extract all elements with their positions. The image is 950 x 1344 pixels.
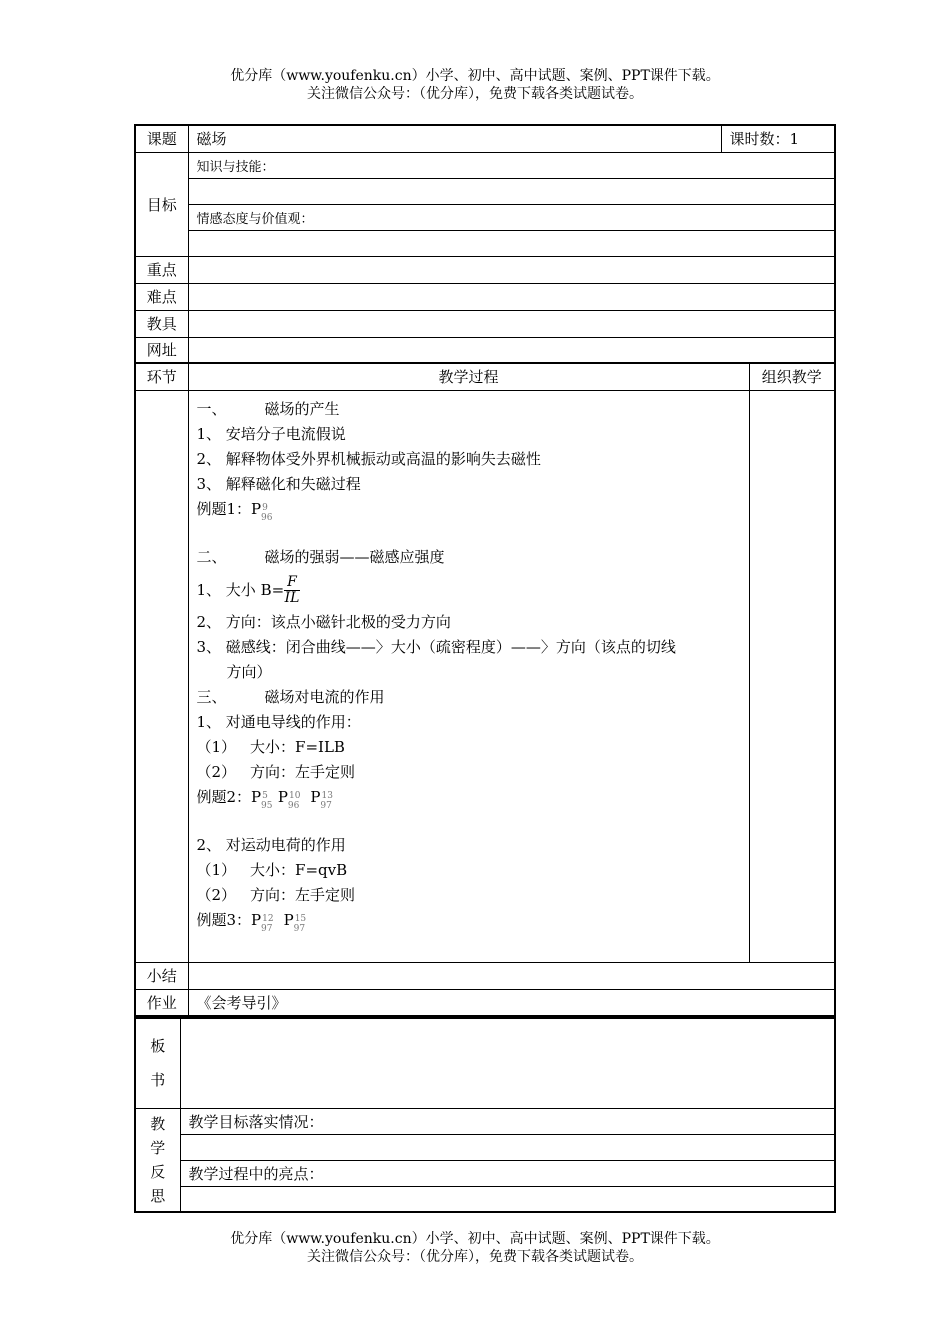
page-ref-number: 15 xyxy=(294,913,307,924)
goal-attitude-blank xyxy=(188,230,835,256)
page-ref-letter: P xyxy=(251,910,262,929)
page-ref-number: 12 xyxy=(262,913,274,924)
page-reference xyxy=(284,908,307,936)
difficulty-value xyxy=(188,283,835,310)
reflect-label-char: 思 xyxy=(150,1186,166,1205)
page-ref-page: 97 xyxy=(320,800,332,811)
page-reference xyxy=(278,785,301,813)
page-reference xyxy=(251,497,273,525)
sub-number: （2） xyxy=(196,885,237,904)
board-content xyxy=(180,1018,835,1108)
s3-item: 1、 对通电导线的作用： xyxy=(196,712,361,731)
page-reference xyxy=(310,785,333,813)
example-label: 例题1： xyxy=(196,499,252,518)
page-ref-letter: P xyxy=(277,787,288,806)
page-ref-number: 5 xyxy=(262,790,268,801)
s3-number: 三、 xyxy=(196,687,227,706)
page-ref-page: 95 xyxy=(261,800,273,811)
s1-title: 磁场的产生 xyxy=(264,399,340,418)
reflect-label-char: 学 xyxy=(150,1138,166,1157)
formula-fraction xyxy=(284,575,300,606)
s1-item: 2、 解释物体受外界机械振动或高温的影响失去磁性 xyxy=(196,449,541,468)
url-label: 网址 xyxy=(135,337,188,363)
sub-number: （2） xyxy=(196,762,237,781)
lesson-info-table xyxy=(134,124,836,364)
footer-line-1: 优分库（www.youfenku.cn）小学、初中、高中试题、案例、PPT课件下载。 xyxy=(230,1231,720,1247)
footer-line-2: 关注微信公众号：（优分库），免费下载各类试题试卷。 xyxy=(307,1249,643,1265)
sub-item: 大小：F=ILB xyxy=(250,737,345,756)
difficulty-label: 难点 xyxy=(135,283,188,310)
board-label-char: 板 xyxy=(150,1037,166,1056)
sub-item: 方向：左手定则 xyxy=(250,885,356,904)
header-line-1: 优分库（www.youfenku.cn）小学、初中、高中试题、案例、PPT课件下载。 xyxy=(230,68,720,84)
page-footer xyxy=(0,1230,950,1266)
key-label: 重点 xyxy=(135,256,188,283)
process-label: 教学过程 xyxy=(188,363,749,390)
fraction-denominator: IL xyxy=(284,590,300,606)
reflect-label-char: 反 xyxy=(150,1162,166,1181)
s2-item: 2、 方向：该点小磁针北极的受力方向 xyxy=(196,612,451,631)
s2-item-cont: 方向） xyxy=(226,662,272,681)
reflect-label-char: 教 xyxy=(150,1114,166,1133)
s2-item-prefix: 1、 大小 B= xyxy=(196,580,285,599)
reflect-highlight-blank xyxy=(180,1186,835,1212)
summary-value xyxy=(188,962,835,989)
page-ref-number: 10 xyxy=(288,790,301,801)
homework-label: 作业 xyxy=(135,989,188,1016)
page-ref-letter: P xyxy=(283,910,294,929)
s2-item-magnitude xyxy=(197,570,741,610)
fraction-numerator: F xyxy=(284,575,300,591)
header-line-2: 关注微信公众号：（优分库），免费下载各类试题试卷。 xyxy=(307,86,643,102)
page-reference xyxy=(251,908,274,936)
tools-value xyxy=(188,310,835,337)
section-label: 环节 xyxy=(135,363,188,390)
page-ref-page: 96 xyxy=(261,512,273,523)
page-ref-page: 97 xyxy=(261,923,273,934)
topic-label: 课题 xyxy=(135,125,188,152)
s3-item: 2、 对运动电荷的作用 xyxy=(196,835,346,854)
lesson-hours: 课时数：1 xyxy=(721,125,835,152)
summary-label: 小结 xyxy=(135,962,188,989)
reflect-goal: 教学目标落实情况： xyxy=(180,1108,835,1134)
sub-item: 方向：左手定则 xyxy=(250,762,356,781)
page-ref-number: 9 xyxy=(262,502,268,513)
s2-item: 3、 磁感线：闭合曲线——〉大小（疏密程度）——〉方向（该点的切线 xyxy=(196,637,676,656)
page-ref-letter: P xyxy=(251,499,262,518)
homework-value: 《会考导引》 xyxy=(188,989,835,1016)
reflect-goal-blank xyxy=(180,1134,835,1160)
sub-number: （1） xyxy=(196,737,237,756)
sub-number: （1） xyxy=(196,860,237,879)
process-table xyxy=(134,362,836,1017)
page-ref-letter: P xyxy=(251,787,262,806)
url-value xyxy=(188,337,835,363)
s1-number: 一、 xyxy=(196,399,227,418)
s1-item: 1、 安培分子电流假说 xyxy=(196,424,346,443)
example-2 xyxy=(197,785,741,833)
reflect-highlight: 教学过程中的亮点： xyxy=(180,1160,835,1186)
organize-label: 组织教学 xyxy=(749,363,835,390)
s3-title: 磁场对电流的作用 xyxy=(264,687,385,706)
example-label: 例题2： xyxy=(196,787,252,806)
page-ref-page: 96 xyxy=(287,800,300,811)
board-label-char: 书 xyxy=(150,1071,166,1090)
example-3 xyxy=(197,908,741,956)
goals-label: 目标 xyxy=(135,152,188,256)
page-ref-number: 13 xyxy=(321,790,333,801)
example-1 xyxy=(197,497,741,545)
key-value xyxy=(188,256,835,283)
s1-item: 3、 解释磁化和失磁过程 xyxy=(196,474,361,493)
goal-knowledge-blank xyxy=(188,178,835,204)
s2-title: 磁场的强弱——磁感应强度 xyxy=(264,547,445,566)
topic-value: 磁场 xyxy=(188,125,721,152)
section-cell xyxy=(135,390,188,962)
example-label: 例题3： xyxy=(196,910,252,929)
page-ref-page: 97 xyxy=(293,923,306,934)
organize-cell xyxy=(749,390,835,962)
process-content xyxy=(188,390,749,962)
goal-knowledge: 知识与技能： xyxy=(188,152,835,178)
page-reference xyxy=(251,785,273,813)
reflect-label xyxy=(135,1108,180,1212)
tools-label: 教具 xyxy=(135,310,188,337)
page-header xyxy=(0,67,950,103)
sub-item: 大小：F=qvB xyxy=(250,860,348,879)
page-ref-letter: P xyxy=(310,787,321,806)
s2-number: 二、 xyxy=(196,547,227,566)
goal-attitude: 情感态度与价值观： xyxy=(188,204,835,230)
board-label xyxy=(135,1018,180,1108)
board-reflect-table xyxy=(134,1017,836,1213)
